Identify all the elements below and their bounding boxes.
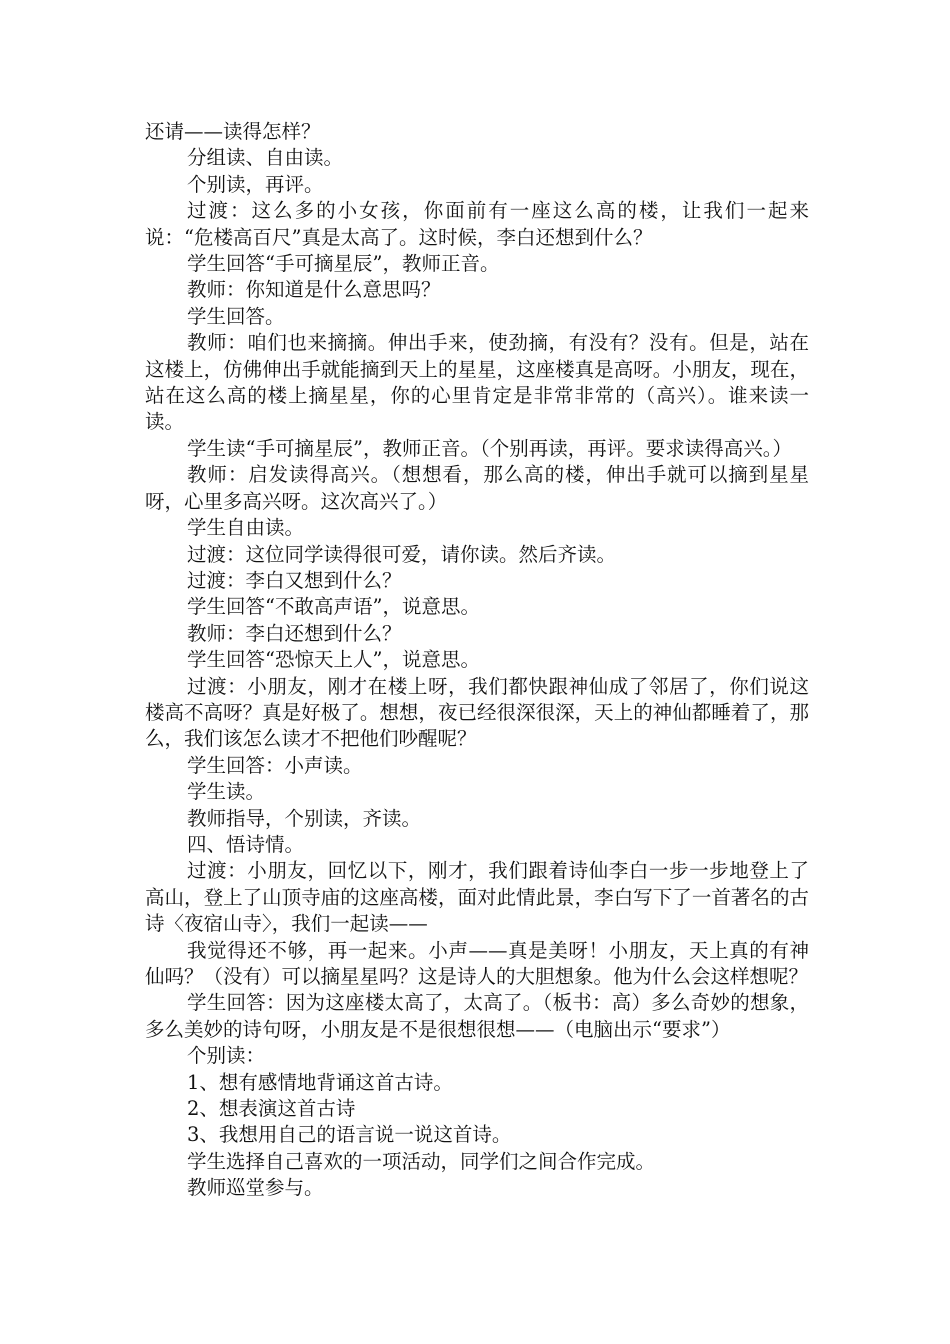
paragraph: 学生选择自己喜欢的一项活动，同学们之间合作完成。: [187, 1149, 656, 1173]
paragraph: 过渡：这么多的小女孩，你面前有一座这么高的楼，让我们一起来说：“危楼高百尺”真是太高了。这时候，李白还想到什么？: [145, 199, 809, 249]
paragraph: 教师：启发读得高兴。（想想看，那么高的楼，伸出手就可以摘到星星呀，心里多高兴呀。这次高兴了。）: [145, 463, 809, 513]
paragraph: 学生读。: [187, 780, 266, 804]
paragraph: 学生回答：小声读。: [187, 753, 363, 777]
paragraph: 学生自由读。: [187, 516, 305, 540]
document-body: [145, 119, 809, 1202]
paragraph: 我觉得还不够，再一起来。小声——真是美呀！小朋友，天上真的有神仙吗？（没有）可以摘星星吗？这是诗人的大胆想象。他为什么会这样想呢？: [145, 938, 809, 988]
paragraph: 学生回答“不敢高声语”，说意思。: [187, 595, 480, 619]
paragraph: 个别读：: [187, 1044, 266, 1068]
paragraph: 学生回答“手可摘星辰”，教师正音。: [187, 252, 500, 276]
paragraph: 过渡：小朋友，刚才在楼上呀，我们都快跟神仙成了邻居了，你们说这楼高不高呀？真是好极了。想想，夜已经很深很深，天上的神仙都睡着了，那么，我们该怎么读才不把他们吵醒呢？: [145, 674, 809, 751]
list-item: 1、想有感情地背诵这首古诗。: [187, 1070, 453, 1094]
paragraph: 学生回答：因为这座楼太高了，太高了。（板书：高）多么奇妙的想象，多么美妙的诗句呀，小朋友是不是很想很想——（电脑出示“要求”）: [145, 991, 809, 1041]
paragraph: 学生读“手可摘星辰”，教师正音。（个别再读，再评。要求读得高兴。）: [187, 436, 792, 460]
paragraph: 学生回答“恐惊天上人”，说意思。: [187, 648, 480, 672]
paragraph: 分组读、自由读。: [187, 146, 344, 170]
section-heading: 四、悟诗情。: [187, 832, 305, 856]
paragraph: 教师：咱们也来摘摘。伸出手来，使劲摘，有没有？没有。但是，站在这楼上，仿佛伸出手就能摘到天上的星星，这座楼真是高呀。小朋友，现在，站在这么高的楼上摘星星，你的心里肯定是非常非常的（高兴）。谁来读一读。: [145, 331, 809, 434]
paragraph: 学生回答。: [187, 304, 285, 328]
list-item: 3、我想用自己的语言说一说这首诗。: [187, 1123, 512, 1147]
paragraph: 还请——读得怎样？: [145, 120, 321, 143]
paragraph: 过渡：这位同学读得很可爱，请你读。然后齐读。: [187, 542, 617, 566]
paragraph: 教师指导，个别读，齐读。: [187, 806, 422, 830]
paragraph: 个别读，再评。: [187, 172, 324, 196]
paragraph: 教师：李白还想到什么？: [187, 621, 402, 645]
paragraph: 教师巡堂参与。: [187, 1176, 324, 1200]
paragraph: 过渡：小朋友，回忆以下，刚才，我们跟着诗仙李白一步一步地登上了高山，登上了山顶寺庙的这座高楼，面对此情此景，李白写下了一首著名的古诗〈夜宿山寺〉，我们一起读——: [145, 859, 809, 936]
list-item: 2、想表演这首古诗: [187, 1097, 356, 1121]
paragraph: 教师：你知道是什么意思吗？: [187, 278, 441, 302]
paragraph: 过渡：李白又想到什么？: [187, 568, 402, 592]
